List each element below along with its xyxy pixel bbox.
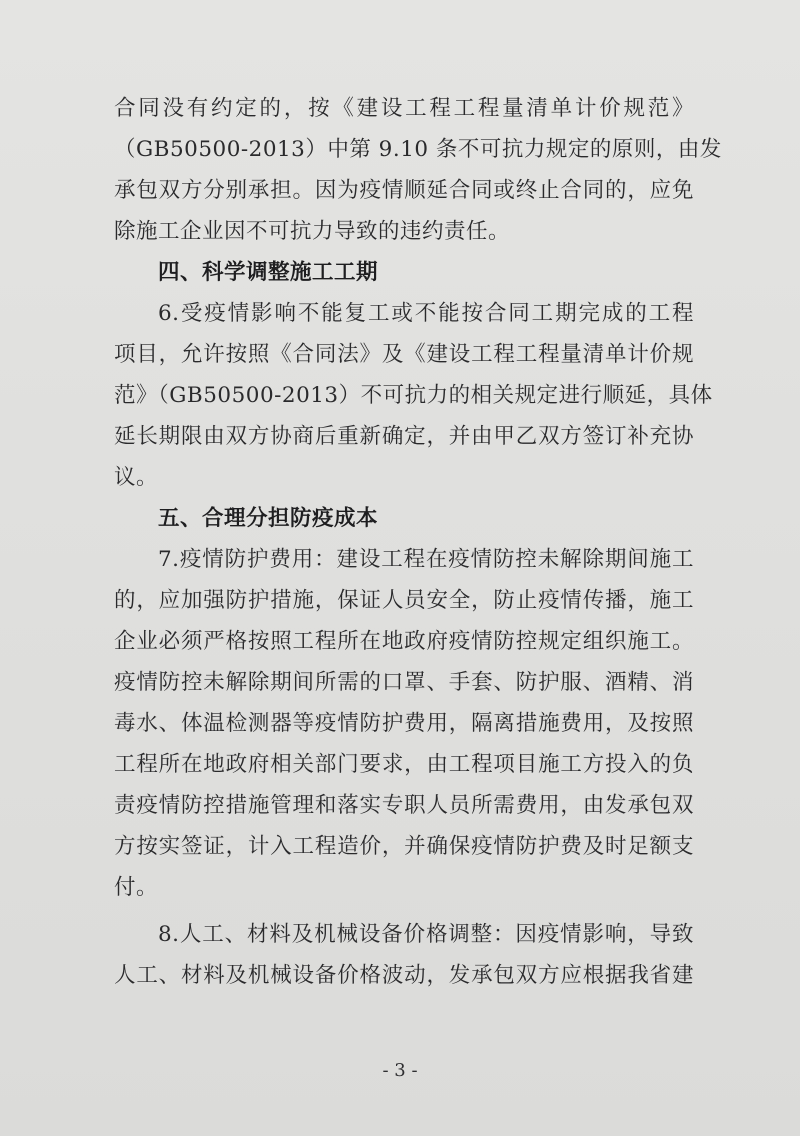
text-line: 延长期限由双方协商后重新确定，并由甲乙双方签订补充协 <box>114 424 694 449</box>
page-number: - 3 - <box>382 1060 418 1081</box>
text-line: 企业必须严格按照工程所在地政府疫情防控规定组织施工。 <box>114 629 694 654</box>
text-line: 疫情防控未解除期间所需的口罩、手套、防护服、酒精、消 <box>114 670 694 695</box>
paragraph-8-start: 8.人工、材料及机械设备价格调整：因疫情影响，导致 <box>158 922 694 947</box>
text-line: 项目，允许按照《合同法》及《建设工程工程量清单计价规 <box>114 342 694 367</box>
section-heading-4: 四、科学调整施工工期 <box>158 260 379 285</box>
text-line: 承包双方分别承担。因为疫情顺延合同或终止合同的，应免 <box>114 178 694 203</box>
paragraph-6-start: 6.受疫情影响不能复工或不能按合同工期完成的工程 <box>158 301 694 326</box>
text-line: 议。 <box>114 465 159 490</box>
text-line: 工程所在地政府相关部门要求，由工程项目施工方投入的负 <box>114 752 694 777</box>
text-line: 除施工企业因不可抗力导致的违约责任。 <box>114 219 511 244</box>
paragraph-7-start: 7.疫情防护费用：建设工程在疫情防控未解除期间施工 <box>158 547 694 572</box>
text-line: 范》（GB50500-2013）不可抗力的相关规定进行顺延，具体 <box>114 383 713 408</box>
section-heading-5: 五、合理分担防疫成本 <box>158 506 379 531</box>
text-line: 方按实签证，计入工程造价，并确保疫情防护费及时足额支 <box>114 834 694 859</box>
text-line: 人工、材料及机械设备价格波动，发承包双方应根据我省建 <box>114 963 694 988</box>
text-line: 责疫情防控措施管理和落实专职人员所需费用，由发承包双 <box>114 793 694 818</box>
text-line: 毒水、体温检测器等疫情防护费用，隔离措施费用，及按照 <box>114 711 694 736</box>
text-line: 付。 <box>114 875 159 900</box>
text-line: 的，应加强防护措施，保证人员安全，防止疫情传播，施工 <box>114 588 694 613</box>
text-line: （GB50500-2013）中第 9.10 条不可抗力规定的原则，由发 <box>114 137 722 162</box>
text-line: 合同没有约定的，按《建设工程工程量清单计价规范》 <box>114 96 694 121</box>
document-body <box>114 88 722 996</box>
